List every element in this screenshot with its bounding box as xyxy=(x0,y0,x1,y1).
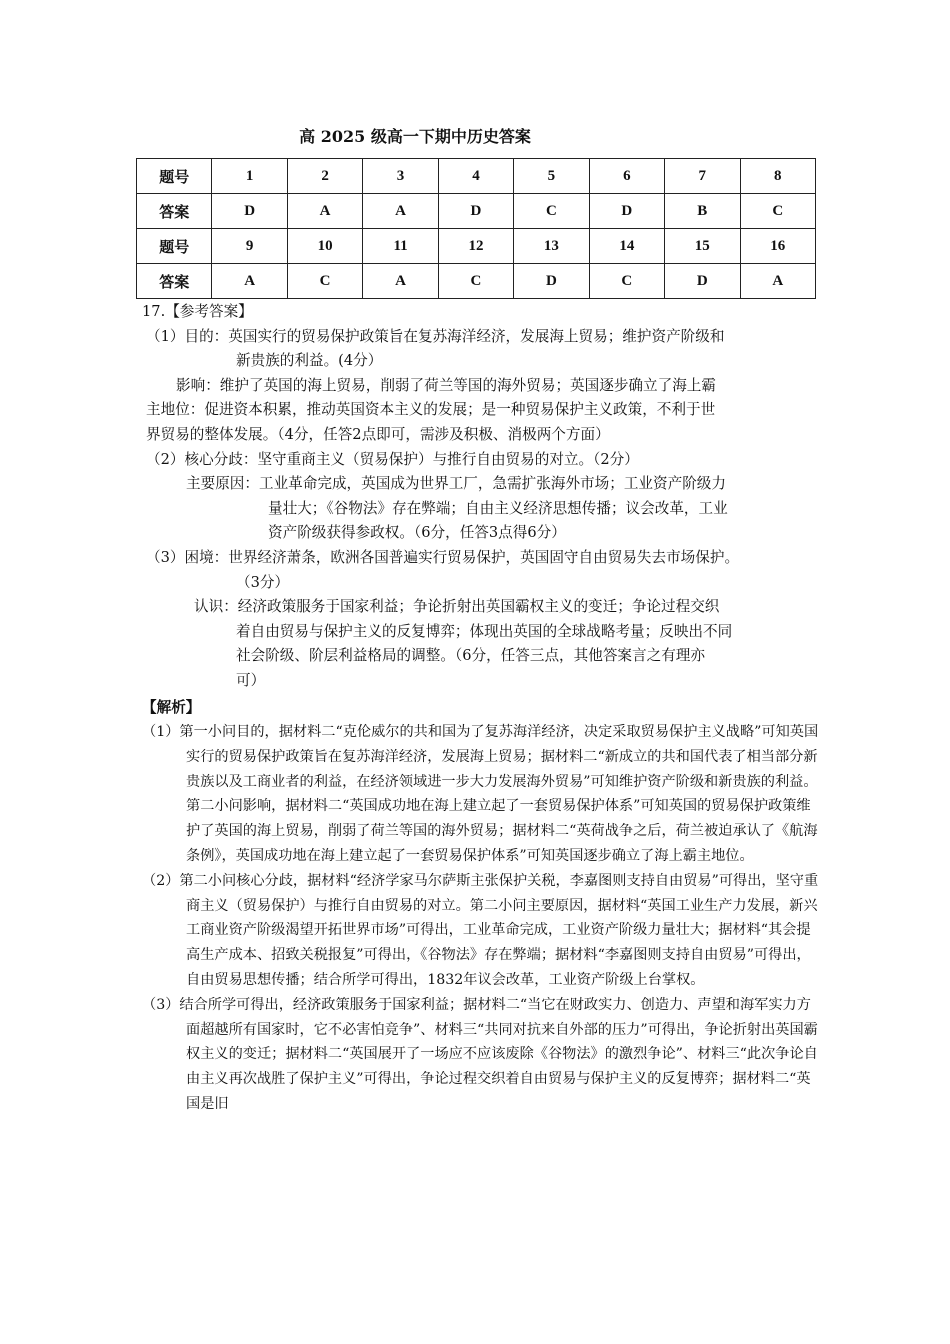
answer-table xyxy=(136,158,816,299)
answer-table-cell: D xyxy=(665,264,740,299)
q17-part3-view-line1: 认识：经济政策服务于国家利益；争论折射出英国霸权主义的变迁；争论过程交织 xyxy=(194,598,720,616)
answer-table-cell: A xyxy=(287,194,362,229)
q17-part3-view-line3: 社会阶级、阶层利益格局的调整。（6分，任答三点，其他答案言之有理亦 xyxy=(236,647,705,665)
answer-body xyxy=(142,300,822,1117)
answer-table-row-header: 题号 xyxy=(137,229,212,264)
answer-table-cell: C xyxy=(740,194,816,229)
answer-table-cell: 1 xyxy=(212,159,287,194)
answer-table-cell: A xyxy=(740,264,816,299)
q17-part1-impact-line1: 影响：维护了英国的海上贸易，削弱了荷兰等国的海外贸易；英国逐步确立了海上霸 xyxy=(176,376,716,394)
answer-table-cell: 4 xyxy=(438,159,513,194)
answer-table-cell: 15 xyxy=(665,229,740,264)
q17-part3-view-line2: 着自由贸易与保护主义的反复博弈；体现出英国的全球战略考量；反映出不同 xyxy=(236,622,733,640)
answer-table-cell: 10 xyxy=(287,229,362,264)
q17-part3-view-line4: 可） xyxy=(236,671,266,689)
answer-table-cell: 8 xyxy=(740,159,816,194)
answer-table-row xyxy=(137,159,816,194)
q17-part3-dilemma-line2: （3分） xyxy=(236,573,290,591)
analysis-heading: 【解析】 xyxy=(142,698,201,716)
answer-table-cell: 5 xyxy=(514,159,589,194)
answer-table-cell: C xyxy=(287,264,362,299)
analysis-section xyxy=(142,720,822,1117)
answer-table-cell: B xyxy=(665,194,740,229)
answer-table-cell: C xyxy=(514,194,589,229)
q17-part1-purpose-line2: 新贵族的利益。(4分） xyxy=(236,352,383,370)
q17-part1-purpose-line1: （1）目的：英国实行的贸易保护政策旨在复苏海洋经济，发展海上贸易；维护资产阶级和 xyxy=(146,327,725,345)
answer-table-cell: 6 xyxy=(589,159,664,194)
q17-part2-reason-line3: 资产阶级获得参政权。（6分，任答3点得6分） xyxy=(268,524,566,542)
answer-table-cell: 11 xyxy=(363,229,438,264)
answer-table-cell: 16 xyxy=(740,229,816,264)
answer-table-row xyxy=(137,229,816,264)
answer-table-cell: 7 xyxy=(665,159,740,194)
answer-table-cell: 9 xyxy=(212,229,287,264)
answer-table-cell: C xyxy=(438,264,513,299)
q17-part1-impact-line2: 主地位：促进资本积累，推动英国资本主义的发展；是一种贸易保护主义政策，不利于世 xyxy=(146,401,716,419)
answer-table-cell: 13 xyxy=(514,229,589,264)
answer-table-row-header: 题号 xyxy=(137,159,212,194)
answer-table-cell: A xyxy=(363,194,438,229)
answer-table-cell: 2 xyxy=(287,159,362,194)
page-title: 高 2025 级高一下期中历史答案 xyxy=(299,127,531,146)
analysis-part3: （3）结合所学可得出，经济政策服务于国家利益；据材料二“当它在财政实力、创造力、声望和海军实力方面超越所有国家时，它不必害怕竞争”、材料三“共同对抗来自外部的压力”可得出，争论折射出英国霸权主义的变迁；据材料二“英国展开了一场应不应该废除《谷物法》的激烈争论”、材料三“此次争论自由主义再次战胜了保护主义”可得出，争论过程交织着自由贸易与保护主义的反复博弈；据材料二“英国是旧 xyxy=(142,996,818,1113)
answer-table-cell: A xyxy=(212,264,287,299)
answer-table-cell: D xyxy=(514,264,589,299)
q17-part1-impact-line3: 界贸易的整体发展。（4分，任答2点即可，需涉及积极、消极两个方面） xyxy=(146,425,610,443)
answer-table-cell: D xyxy=(438,194,513,229)
analysis-part2: （2）第二小问核心分歧，据材料“经济学家马尔萨斯主张保护关税，李嘉图则支持自由贸易”可得出，坚守重商主义（贸易保护）与推行自由贸易的对立。第二小问主要原因，据材料“英国工业生产力发展，新兴工商业资产阶级渴望开拓世界市场”可得出，工业革命完成，工业资产阶级力量壮大；据材料“其会提高生产成本、招致关税报复”可得出，《谷物法》存在弊端；据材料“李嘉图则支持自由贸易”可得出，自由贸易思想传播；结合所学可得出，1832年议会改革，工业资产阶级上台掌权。 xyxy=(142,872,819,989)
answer-table-row-header: 答案 xyxy=(137,194,212,229)
analysis-part1: （1）第一小问目的，据材料二“克伦威尔的共和国为了复苏海洋经济，决定采取贸易保护主义战略”可知英国实行的贸易保护政策旨在复苏海洋经济，发展海上贸易；据材料二“新成立的共和国代表了相当部分新贵族以及工商业者的利益，在经济领域进一步大力发展海外贸易”可知维护资产阶级和新贵族的利益。第二小问影响，据材料二“英国成功地在海上建立起了一套贸易保护体系”可知英国的贸易保护政策维护了英国的海上贸易，削弱了荷兰等国的海外贸易；据材料二“英荷战争之后，荷兰被迫承认了《航海条例》，英国成功地在海上建立起了一套贸易保护体系”可知英国逐步确立了海上霸主地位。 xyxy=(142,724,819,865)
q17-part2-core-line: （2）核心分歧：坚守重商主义（贸易保护）与推行自由贸易的对立。（2分） xyxy=(146,450,639,468)
q17-part2-reason-line2: 量壮大；《谷物法》存在弊端；自由主义经济思想传播；议会改革，工业 xyxy=(268,499,728,517)
answer-table-row-header: 答案 xyxy=(137,264,212,299)
answer-table-row xyxy=(137,264,816,299)
answer-table-cell: D xyxy=(212,194,287,229)
answer-table-cell: 12 xyxy=(438,229,513,264)
answer-table-cell: A xyxy=(363,264,438,299)
answer-table-row xyxy=(137,194,816,229)
q17-part3-dilemma-line1: （3）困境：世界经济萧条，欧洲各国普遍实行贸易保护，英国固守自由贸易失去市场保护。 xyxy=(146,548,740,566)
q17-part2-reason-line1: 主要原因：工业革命完成，英国成为世界工厂，急需扩张海外市场；工业资产阶级力 xyxy=(186,475,726,493)
answer-table-cell: C xyxy=(589,264,664,299)
q17-heading: 17.【参考答案】 xyxy=(142,303,253,320)
answer-table-cell: D xyxy=(589,194,664,229)
answer-table-cell: 3 xyxy=(363,159,438,194)
answer-table-cell: 14 xyxy=(589,229,664,264)
